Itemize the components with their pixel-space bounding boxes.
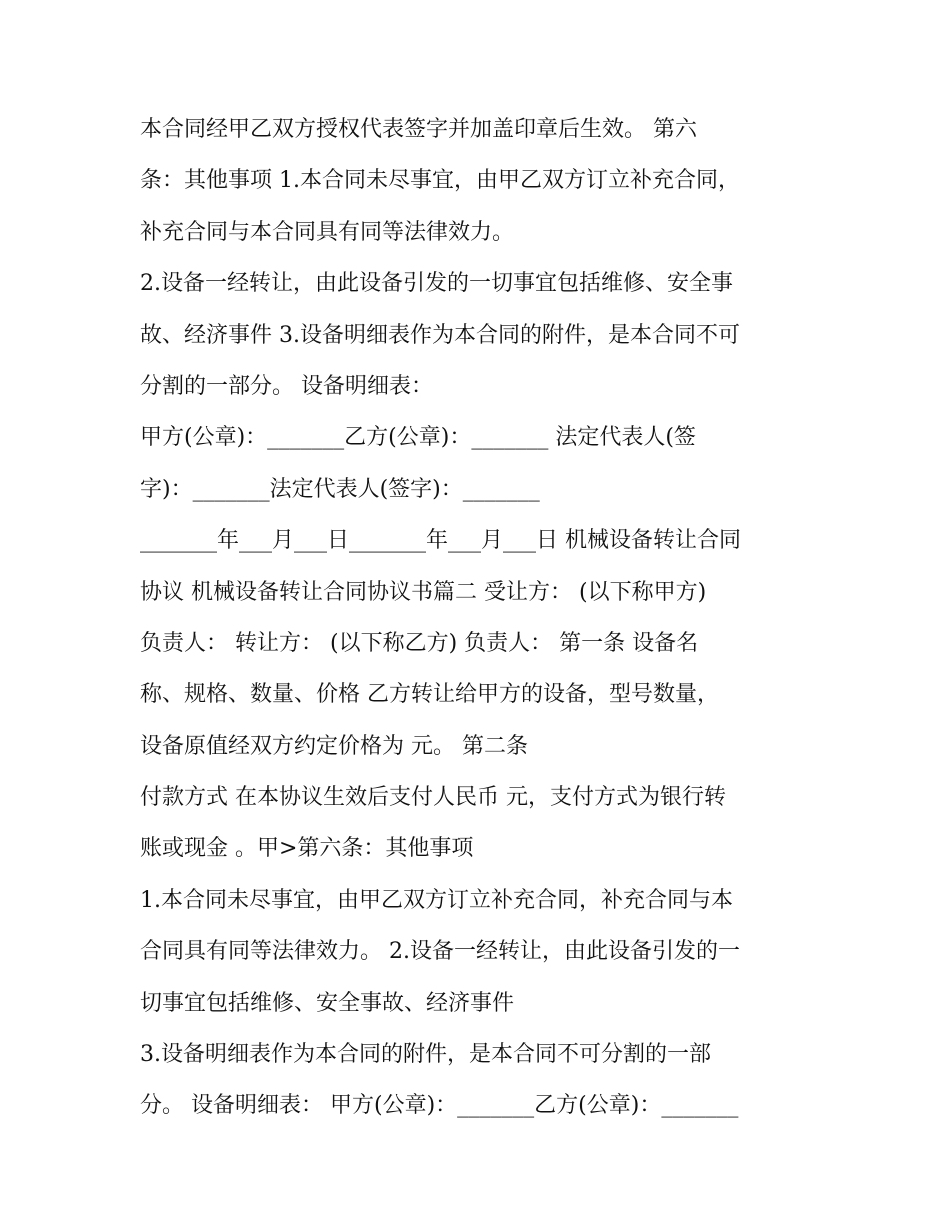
text-line: 称、规格、数量、价格 乙方转让给甲方的设备，型号数量，	[140, 682, 719, 708]
text-line: 3.设备明细表作为本合同的附件，是本合同不可分割的一部	[140, 1042, 711, 1068]
text-line: 合同具有同等法律效力。 2.设备一经转让，由此设备引发的一	[140, 939, 740, 965]
text-line: 付款方式 在本协议生效后支付人民币 元，支付方式为银行转	[140, 785, 726, 811]
text-line: 本合同经甲乙双方授权代表签字并加盖印章后生效。 第六	[140, 117, 697, 142]
signature-line: 分。 设备明细表： 甲方(公章)：_______乙方(公章)：_______	[140, 1093, 739, 1119]
signature-line: 字)：_______法定代表人(签字)：_______	[140, 476, 540, 502]
text-line: 2.设备一经转让，由此设备引发的一切事宜包括维修、安全事	[140, 271, 733, 297]
text-line: 条：其他事项 1.本合同未尽事宜，由甲乙双方订立补充合同，	[140, 168, 740, 194]
date-line: _______年___月___日_______年___月___日 机械设备转让合同	[140, 528, 741, 554]
text-line: 切事宜包括维修、安全事故、经济事件	[140, 990, 515, 1016]
text-line: 账或现金 。甲>第六条：其他事项	[140, 836, 474, 862]
signature-line: 甲方(公章)：_______乙方(公章)：_______ 法定代表人(签	[140, 425, 696, 451]
text-line: 1.本合同未尽事宜，由甲乙双方订立补充合同，补充合同与本	[140, 887, 733, 913]
text-line: 负责人： 转让方： (以下称乙方) 负责人： 第一条 设备名	[140, 630, 699, 656]
text-line: 分割的一部分。 设备明细表：	[140, 373, 433, 399]
text-line: 协议 机械设备转让合同协议书篇二 受让方： (以下称甲方)	[140, 579, 707, 605]
text-line: 故、经济事件 3.设备明细表作为本合同的附件，是本合同不可	[140, 322, 740, 348]
text-line: 补充合同与本合同具有同等法律效力。	[140, 219, 515, 245]
text-line: 设备原值经双方约定价格为 元。 第二条	[140, 733, 528, 759]
document-body	[140, 108, 820, 1136]
